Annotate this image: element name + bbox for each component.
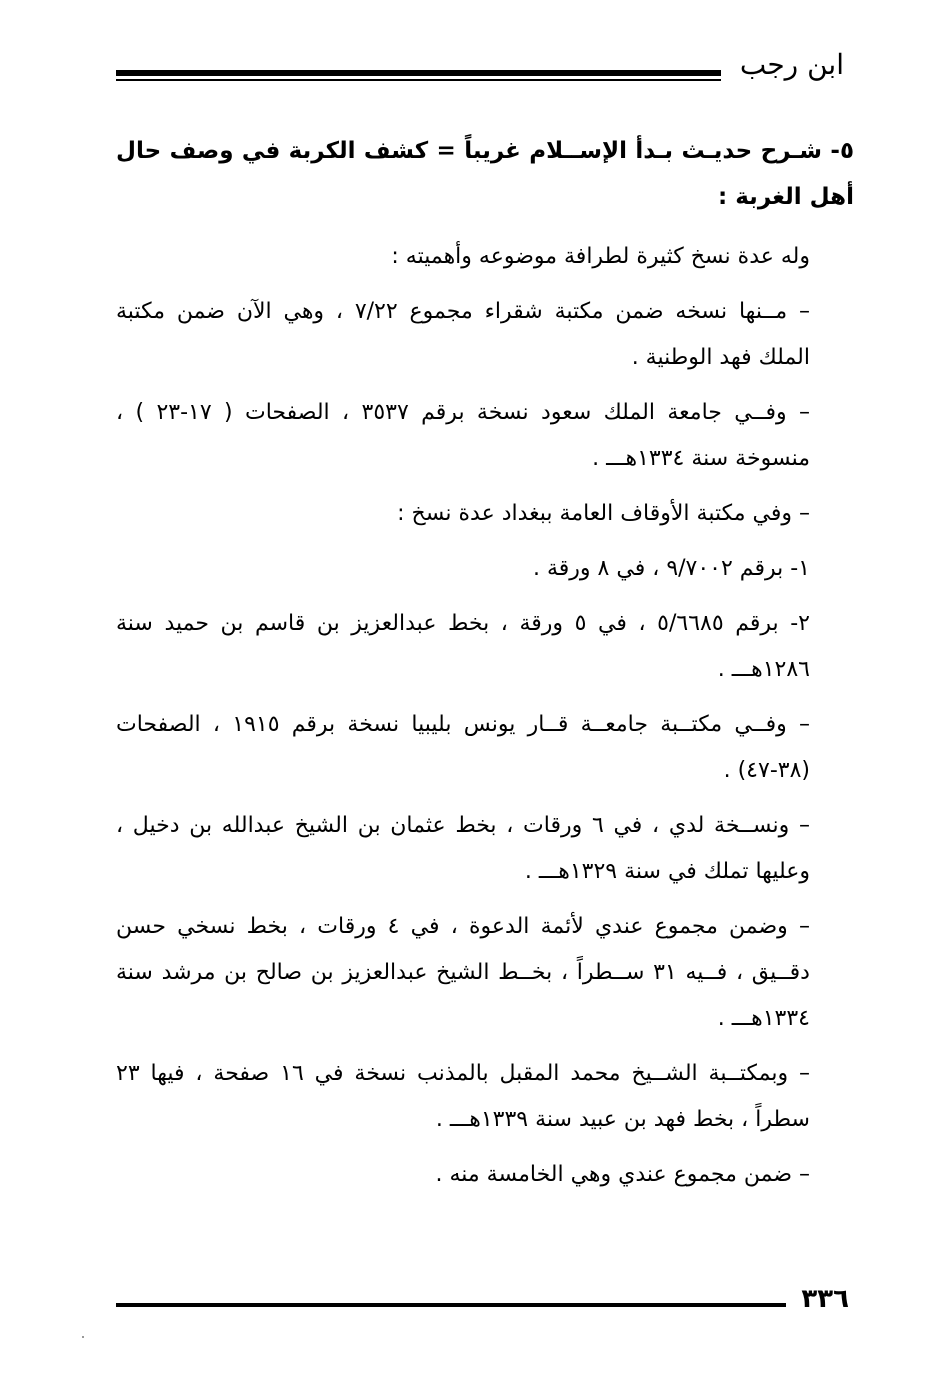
scan-speck (82, 1336, 84, 1338)
paragraph-dawah-collection: – وضمن مجموع عندي لأئمة الدعوة ، في ٤ ورقات ، بخط نسخي حسن دقــيق ، فــيه ٣١ ســطراً ، بخــط الشيخ عبدالعزيز بن صالح بن مرشد سنة ١٣٣٤هـــ . (116, 914, 810, 1031)
paragraph-muqbil-library: – وبمكتــبة الشــيخ محمد المقبل بالمذنب نسخة في ١٦ صفحة ، فيها ٢٣ سطراً ، بخط فهد بن عبيد سنة ١٣٣٩هـــ . (116, 1061, 810, 1132)
paragraph-king-saud: – وفــي جامعة الملك سعود نسخة برقم ٣٥٣٧ ، الصفحات ( ١٧-٢٣ ) ، منسوخة سنة ١٣٣٤هـــ . (116, 400, 810, 471)
header-rule-thin (116, 79, 721, 81)
footer-rule (116, 1303, 786, 1307)
paragraph-intro: وله عدة نسخ كثيرة لطرافة موضوعه وأهميته : (391, 244, 810, 269)
page-number: ٣٣٦ (801, 1284, 849, 1314)
paragraph-qar-younis: – وفــي مكتــبة جامعــة قــار يونس بليبيا نسخة برقم ١٩١٥ ، الصفحات (٣٨-٤٧) . (116, 712, 810, 783)
page-body (116, 128, 854, 1207)
paragraph-item-2: ٢- برقم ٥/٦٦٨٥ ، في ٥ ورقة ، بخط عبدالعزيز بن قاسم بن حميد سنة ١٢٨٦هـــ . (116, 611, 810, 682)
section-heading: ٥- شـرح حديـث بـدأ الإســلام غريباً = كشف الكربة في وصف حال أهل الغربة : (116, 138, 854, 210)
paragraph-shaqra: – مــنها نسخه ضمن مكتبة شقراء مجموع ٧/٢٢ ، وهي الآن ضمن مكتبة الملك فهد الوطنية . (116, 299, 810, 370)
paragraph-fifth-in-collection: – ضمن مجموع عندي وهي الخامسة منه . (435, 1162, 810, 1187)
running-header-title: ابن رجب (739, 48, 844, 81)
paragraph-item-1: ١- برقم ٩/٧٠٠٢ ، في ٨ ورقة . (533, 556, 810, 581)
paragraph-own-copy: – ونســخة لدي ، في ٦ ورقات ، بخط عثمان بن الشيخ عبدالله بن دخيل ، وعليها تملك في سنة ١٣٢٩هـــ . (116, 813, 810, 884)
header-rule-thick (116, 70, 721, 76)
paragraph-awqaf-baghdad: – وفي مكتبة الأوقاف العامة ببغداد عدة نسخ : (397, 501, 810, 526)
